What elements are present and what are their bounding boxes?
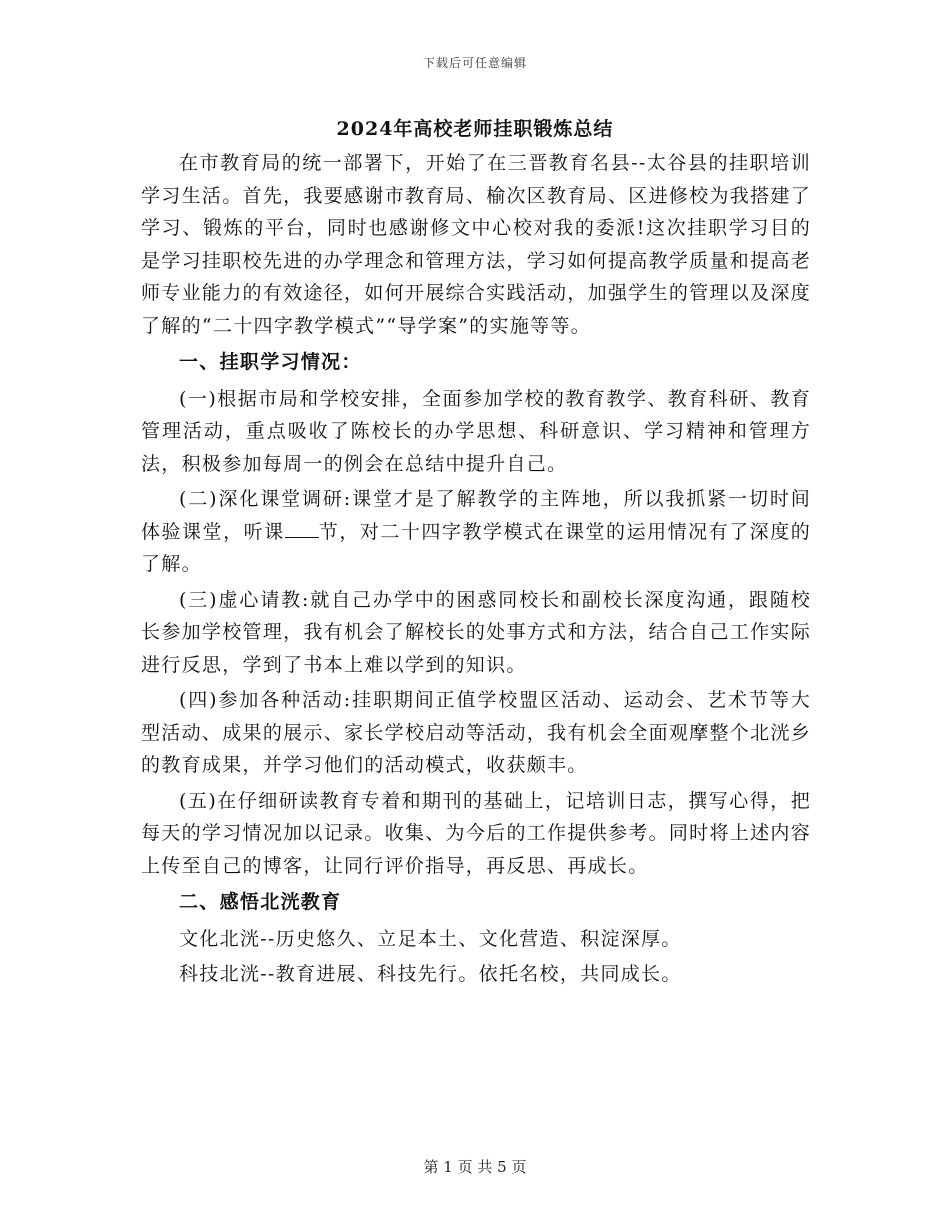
document-body	[141, 147, 811, 991]
item-paragraph-5: (五)在仔细研读教育专着和期刊的基础上，记培训日志，撰写心得，把每天的学习情况加以记录。收集、为今后的工作提供参考。同时将上述内容上传至自己的博客，让同行评价指导，再反思、再成长。	[141, 789, 811, 877]
item-paragraph-1: (一)根据市局和学校安排，全面参加学校的教育教学、教育科研、教育管理活动，重点吸收了陈校长的办学思想、科研意识、学习精神和管理方法，积极参加每周一的例会在总结中提升自己。	[141, 387, 811, 475]
intro-paragraph: 在市教育局的统一部署下，开始了在三晋教育名县--太谷县的挂职培训学习生活。首先，我要感谢市教育局、榆次区教育局、区进修校为我搭建了学习、锻炼的平台，同时也感谢修文中心校对我的委派!这次挂职学习目的是学习挂职校先进的办学理念和管理方法，学习如何提高教学质量和提高老师专业能力的有效途径，如何开展综合实践活动，加强学生的管理以及深度了解的“二十四字教学模式”“导学案”的实施等等。	[141, 152, 811, 337]
tech-line: 科技北洸--教育进展、科技先行。依托名校，共同成长。	[179, 963, 682, 985]
item-paragraph-2	[141, 483, 811, 581]
item-paragraph-3: (三)虚心请教:就自己办学中的困惑同校长和副校长深度沟通，跟随校长参加学校管理，我有机会了解校长的处事方式和方法，结合自己工作实际进行反思，学到了书本上难以学到的知识。	[141, 588, 811, 676]
page-number: 第 1 页 共 5 页	[423, 1158, 527, 1176]
section-heading-2: 二、感悟北洸教育	[179, 891, 342, 913]
blank-underline	[285, 519, 319, 538]
item-2-text-after: 节，对二十四字教学模式在课堂的运用情况有了深度的了解。	[141, 520, 812, 575]
culture-line: 文化北洸--历史悠久、立足本土、文化营造、积淀深厚。	[179, 927, 682, 950]
header-note: 下载后可任意编辑	[422, 56, 527, 70]
item-2-text-before: (二)深化课堂调研:课堂才是了解教学的主阵地，所以我抓紧一切时间体验课堂，听课	[141, 488, 811, 543]
document-title: 2024年高校老师挂职锻炼总结	[336, 118, 614, 140]
section-heading-1: 一、挂职学习情况：	[179, 351, 362, 373]
item-paragraph-4: (四)参加各种活动:挂职期间正值学校盟区活动、运动会、艺术节等大型活动、成果的展示、家长学校启动等活动，我有机会全面观摩整个北洸乡的教育成果，并学习他们的活动模式，收获颇丰。	[141, 689, 811, 776]
